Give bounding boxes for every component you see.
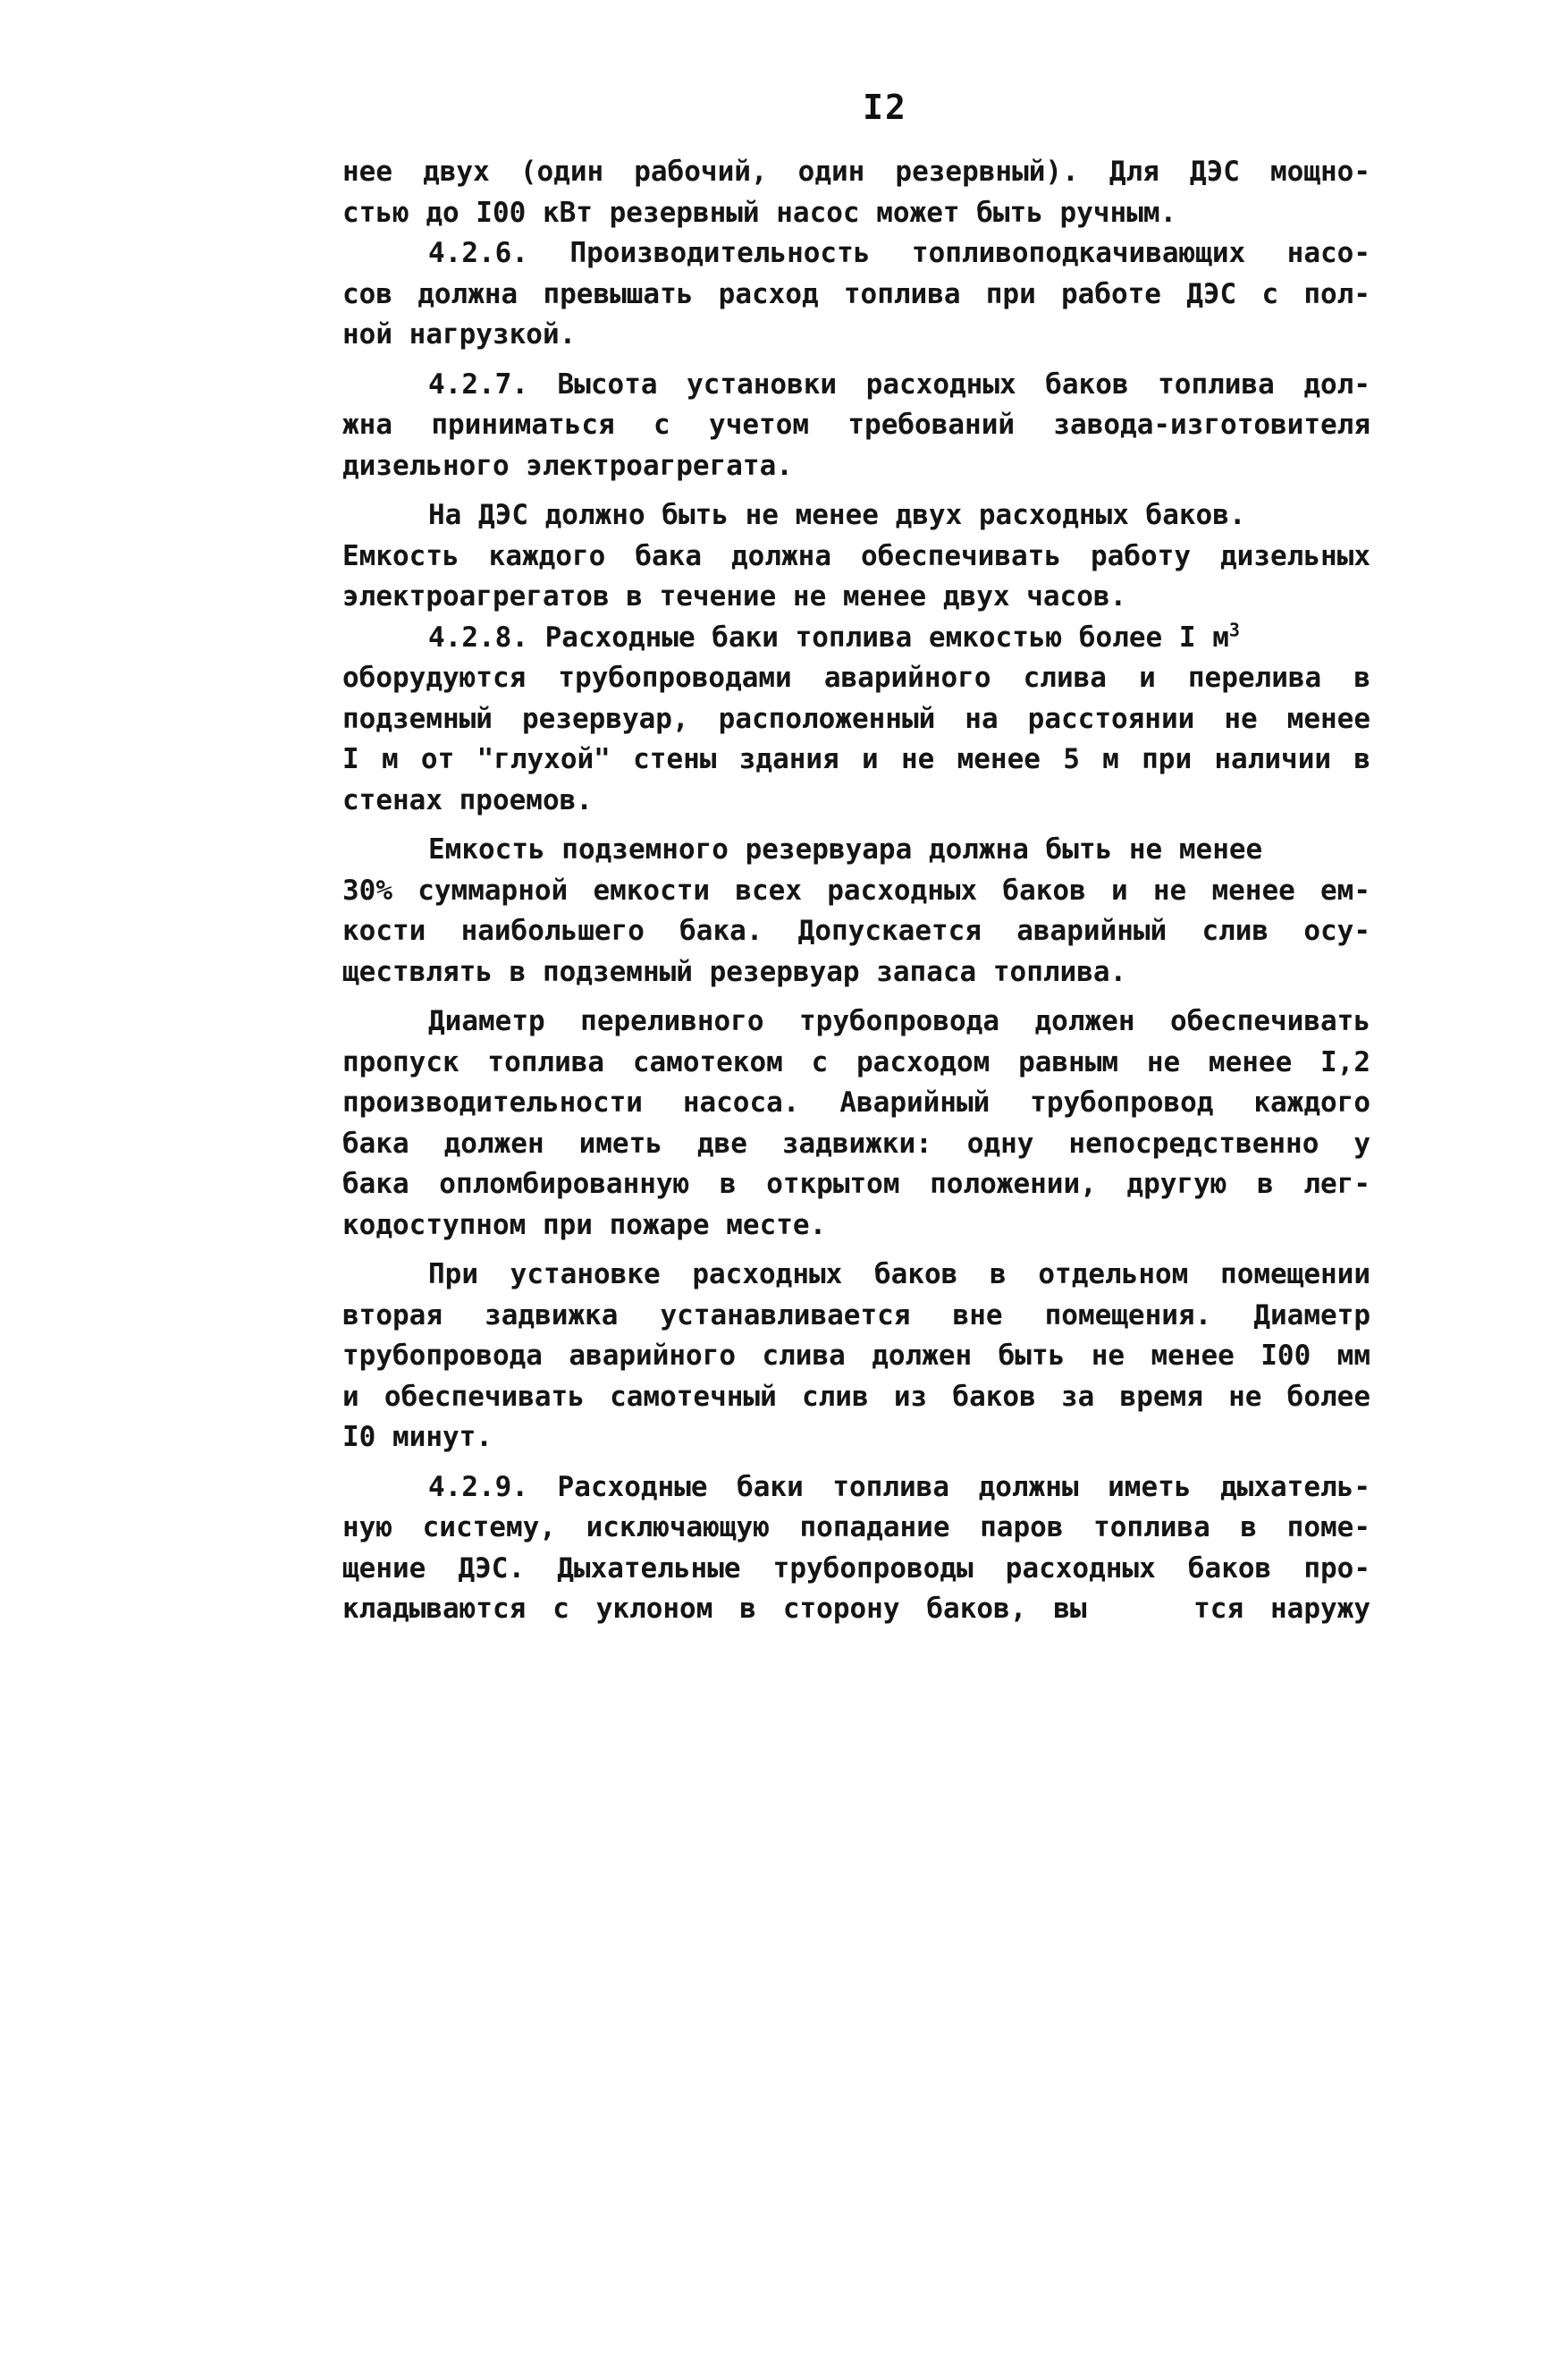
text-line: 4.2.9. Расходные баки топлива должны иметь дыхатель- [428, 1470, 1370, 1503]
text-line: пропуск топлива самотеком с расходом равным не менее I,2 [342, 1045, 1370, 1078]
text-line: При установке расходных баков в отдельном помещении [428, 1258, 1370, 1290]
text-line: бака должен иметь две задвижки: одну непосредственно у [342, 1127, 1370, 1160]
text-line: электроагрегатов в течение не менее двух часов. [342, 580, 1127, 613]
text-line: ществлять в подземный резервуар запаса топлива. [342, 955, 1127, 988]
text-line: дизельного электроагрегата. [342, 449, 793, 482]
text-line: 4.2.7. Высота установки расходных баков топлива дол- [428, 368, 1370, 401]
text-line: вторая задвижка устанавливается вне помещения. Диаметр [342, 1298, 1370, 1331]
text-line: бака опломбированную в открытом положении, другую в лег- [342, 1168, 1370, 1200]
text-line: оборудуются трубопроводами аварийного слива и перелива в [342, 662, 1370, 694]
text-line: щение ДЭС. Дыхательные трубопроводы расходных баков про- [342, 1551, 1370, 1585]
superscript: 3 [1228, 619, 1240, 641]
text-line: и обеспечивать самотечный слив из баков за время не более [342, 1380, 1370, 1413]
text-line: подземный резервуар, расположенный на расстоянии не менее [342, 702, 1370, 735]
text-line: сов должна превышать расход топлива при работе ДЭС с пол- [342, 277, 1370, 310]
body-text [342, 152, 1370, 1630]
text-line: стью до I00 кВт резервный насос может быть ручным. [342, 196, 1177, 229]
text-line: кости наибольшего бака. Допускается аварийный слив осу- [342, 915, 1370, 947]
text-line: ную систему, исключающую попадание паров топлива в поме- [342, 1511, 1370, 1543]
text-line: трубопровода аварийного слива должен быть не менее I00 мм [342, 1340, 1370, 1372]
text-line: На ДЭС должно быть не менее двух расходных баков. [428, 499, 1246, 531]
text-line: Емкость подземного резервуара должна быть не менее [428, 833, 1263, 866]
text-line: Диаметр переливного трубопровода должен обеспечивать [428, 1005, 1370, 1037]
text-line: кладываются с уклоном в сторону баков, вы тся наружу [342, 1593, 1370, 1625]
text-line: жна приниматься с учетом требований завода-изготовителя [342, 409, 1370, 441]
text-line: 30% суммарной емкости всех расходных баков и не менее ем- [342, 874, 1370, 907]
page-number: I2 [863, 88, 907, 127]
text-line-content: 4.2.8. Расходные баки топлива емкостью более I м [428, 621, 1229, 654]
text-line: I м от "глухой" стены здания и не менее 5 м при наличии в [342, 743, 1370, 775]
text-line: кодоступном при пожаре месте. [342, 1208, 827, 1241]
text-line: Емкость каждого бака должна обеспечивать работу дизельных [342, 539, 1370, 572]
text-line: I0 минут. [342, 1421, 493, 1453]
text-line: нее двух (один рабочий, один резервный). Для ДЭС мощно- [342, 156, 1370, 188]
text-line [342, 618, 1370, 659]
text-line: ной нагрузкой. [342, 318, 577, 351]
text-line: стенах проемов. [342, 783, 593, 816]
text-line: 4.2.6. Производительность топливоподкачивающих насо- [428, 237, 1370, 269]
text-line: производительности насоса. Аварийный трубопровод каждого [342, 1086, 1370, 1119]
